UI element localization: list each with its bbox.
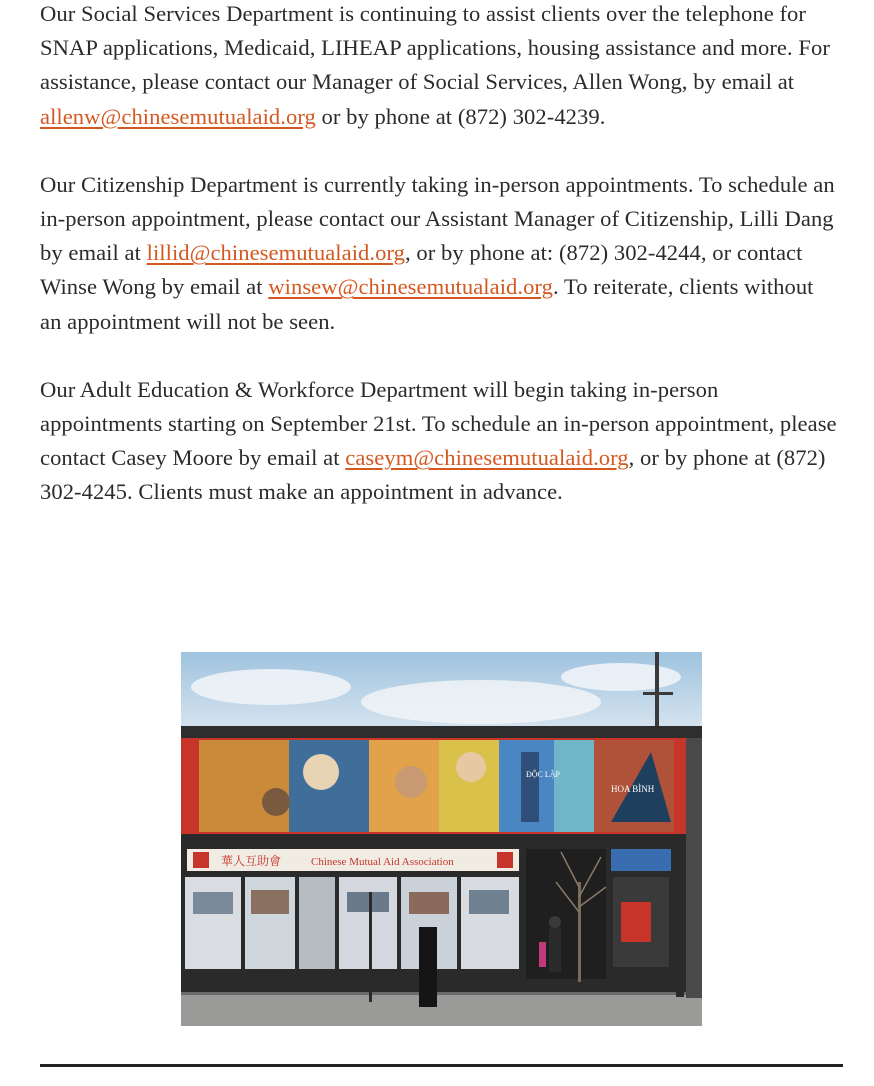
sign-chinese-text: 華人互助會 <box>221 854 282 868</box>
email-link-winsew[interactable]: winsew@chinesemutualaid.org <box>268 274 553 300</box>
paragraph-text: Our Adult Education & Workforce Department will begin taking in-person appointments starting on September 21st. To schedule an in-person appointment, please contact Casey Moore by email at <box>40 376 837 471</box>
paragraph-text: , or by phone at: (872) 302-4244, or contact Winse Wong by email at <box>40 240 803 300</box>
sign-english-text: Chinese Mutual Aid Association <box>311 856 454 868</box>
paragraph-text: Our Social Services Department is continuing to assist clients over the telephone for SNAP applications, Medicaid, LIHEAP applications, housing assistance and more. For assistance, please contact our Manager of Social Services, Allen Wong, by email at <box>40 1 830 95</box>
mural-text-hoa-binh: HOA BÌNH <box>611 784 655 794</box>
email-link-allenw[interactable]: allenw@chinesemutualaid.org <box>40 103 316 129</box>
citizenship-paragraph <box>40 168 840 339</box>
mural-text-doc-lap: ĐỘC LẬP <box>526 770 561 779</box>
storefront-photo <box>181 652 702 1026</box>
section-divider <box>40 1064 843 1067</box>
paragraph-text: Our Citizenship Department is currently taking in-person appointments. To schedule an in-person appointment, please contact our Assistant Manager of Citizenship, Lilli Dang by email at <box>40 171 835 266</box>
paragraph-text: , or by phone at (872) 302-4245. Clients must make an appointment in advance. <box>40 445 826 505</box>
adult-education-paragraph <box>40 373 840 510</box>
paragraph-text: or by phone at (872) 302-4239. <box>315 103 606 129</box>
paragraph-text: . To reiterate, clients without an appointment will not be seen. <box>40 274 814 334</box>
email-link-lillid[interactable]: lillid@chinesemutualaid.org <box>146 240 405 266</box>
social-services-paragraph <box>40 0 840 134</box>
article-body <box>40 0 840 544</box>
email-link-caseym[interactable]: caseym@chinesemutualaid.org <box>345 445 629 471</box>
